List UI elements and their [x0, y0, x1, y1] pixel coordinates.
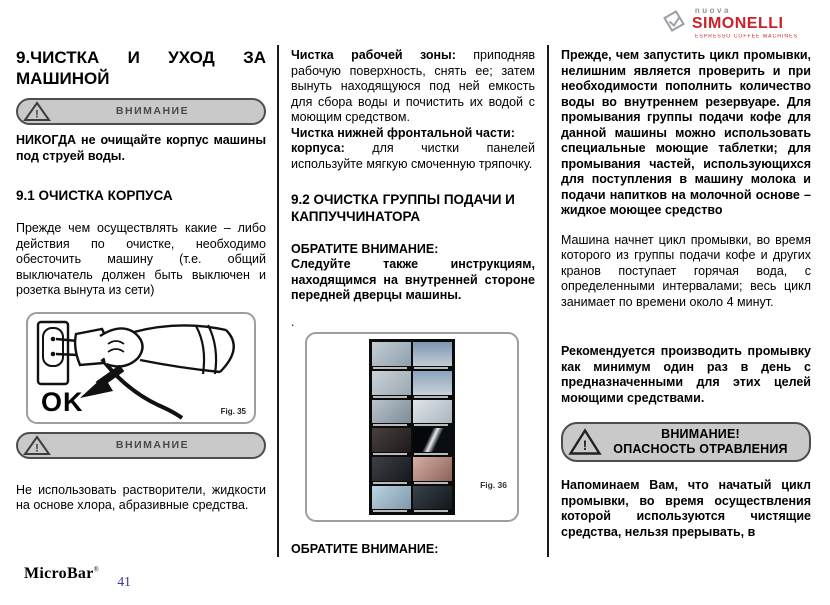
- work-zone-para: [291, 48, 535, 126]
- poison-warning-line2: ОПАСНОСТЬ ОТРАВЛЕНИЯ: [613, 442, 788, 456]
- work-zone-lead: Чистка рабочей зоны:: [291, 48, 456, 62]
- poison-warning-banner: [561, 422, 811, 462]
- photo-thumbnail: [372, 486, 411, 513]
- attention-lead: ОБРАТИТЕ ВНИМАНИЕ:: [291, 241, 439, 256]
- photo-thumbnail: [372, 342, 411, 369]
- section-9-title: 9.ЧИСТКА И УХОД ЗА МАШИНОЙ: [16, 48, 266, 88]
- photo-thumbnail: [413, 371, 452, 398]
- front-clean-para: [291, 141, 535, 172]
- never-wash-note: НИКОГДА не очищайте корпус машины под струей воды.: [16, 133, 266, 163]
- attention-lead-2: ОБРАТИТЕ ВНИМАНИЕ:: [291, 542, 439, 557]
- warning-banner-2: [16, 432, 266, 459]
- daily-rinse-para: Рекомендуется производить промывку как минимум один раз в день с предназначенными для этих целей моющими средствами.: [561, 344, 811, 405]
- rinse-cycle-para: Прежде, чем запустить цикл промывки, нелишним является проверить и при необходимости пополнить количество воды во внутреннем резервуаре. Для промывания группы подачи кофе для данной машины можно использовать специальные моющие таблетки; для промывания частей, использующихся для поступления в машину молока и подачи напитков на молочной основе – жидкое моющее средство: [561, 48, 811, 217]
- column-divider-right: [547, 45, 549, 557]
- left-column: [16, 48, 266, 514]
- work-zone-text: приподняв рабочую поверхность, снять ее; затем вынуть находящуюся под ней емкость для сбора воды и почистить их водой с моющим средством.: [291, 48, 535, 124]
- photo-thumbnail: [372, 457, 411, 484]
- photo-thumbnail: [372, 371, 411, 398]
- logo-tagline: ESPRESSO COFFEE MACHINES: [694, 34, 798, 40]
- svg-text:!: !: [35, 442, 39, 455]
- photo-thumbnail: [413, 428, 452, 455]
- figure-36-label: Fig. 36: [480, 480, 507, 491]
- front-clean-lead: Чистка нижней фронтальной части:: [291, 125, 515, 140]
- microbar-logo: MicroBar: [24, 565, 94, 582]
- photo-thumbnail: [413, 486, 452, 513]
- warning-triangle-icon: [23, 101, 51, 122]
- warning-triangle-icon: [23, 435, 51, 456]
- warning-triangle-icon: [568, 428, 602, 456]
- warning-label: ВНИМАНИЕ: [115, 438, 190, 451]
- warning-label: ВНИМАНИЕ: [115, 105, 190, 118]
- registered-mark: ®: [93, 565, 99, 574]
- photo-thumbnail: [413, 400, 452, 427]
- photo-thumbnail: [413, 342, 452, 369]
- front-clean-text: для чистки панелей используйте мягкую смоченную тряпочку.: [291, 141, 535, 171]
- right-column: [561, 48, 811, 540]
- middle-column: [291, 48, 535, 558]
- brand-logo: [661, 7, 816, 40]
- section-9-1-title: 9.1 ОЧИСТКА КОРПУСА: [16, 188, 173, 204]
- section-9-1-text: Прежде чем осуществлять какие – либо действия по очистке, необходимо обесточить машину (т.е. общий выключатель должен быть выключен и розетка вынута из сети): [16, 221, 266, 298]
- logo-simonelli-text: SIMONELLI: [691, 15, 784, 32]
- cycle-duration-para: Машина начнет цикл промывки, во время которого из группы подачи кофе и других кранов поступает горячая вода, с определенными интервалами; весь цикл занимает по времени около 4 минут.: [561, 232, 811, 309]
- simonelli-logo-icon: [661, 9, 687, 40]
- figure-36: [305, 332, 519, 522]
- do-not-interrupt-para: Напоминаем Вам, что начатый цикл промывки, во время осуществления которой используются чистящие средства, нельзя прерывать, в: [561, 478, 811, 539]
- column-divider-left: [277, 45, 279, 557]
- section-9-2-title: 9.2 ОЧИСТКА ГРУППЫ ПОДАЧИ И КАППУЧЧИНАТОРА: [291, 192, 515, 224]
- logo-text: [692, 7, 816, 40]
- photo-thumbnail: [372, 400, 411, 427]
- warning-banner-1: [16, 98, 266, 125]
- poison-warning-label: [602, 427, 799, 457]
- logo-nuova-text: nuova: [694, 6, 731, 15]
- front-clean-lead2: корпуса:: [291, 141, 345, 155]
- figure-35-label: Fig. 35: [220, 406, 246, 416]
- page-footer: [24, 565, 131, 589]
- poison-warning-line1: ВНИМАНИЕ!: [661, 427, 740, 441]
- photo-thumbnail: [372, 428, 411, 455]
- figure-35: [26, 312, 256, 424]
- ok-label: OK: [41, 386, 84, 417]
- attention-text: Следуйте также инструкциям, находящимся на внутренней стороне передней дверцы машины.: [291, 257, 535, 303]
- svg-text:!: !: [35, 108, 39, 121]
- cleaning-steps-photo-grid: [369, 339, 455, 515]
- no-solvents-text: Не использовать растворители, жидкости на основе хлора, абразивные средства.: [16, 482, 266, 513]
- page-number: 41: [117, 574, 131, 589]
- stray-period: .: [291, 314, 295, 329]
- photo-thumbnail: [413, 457, 452, 484]
- svg-text:!: !: [582, 437, 588, 453]
